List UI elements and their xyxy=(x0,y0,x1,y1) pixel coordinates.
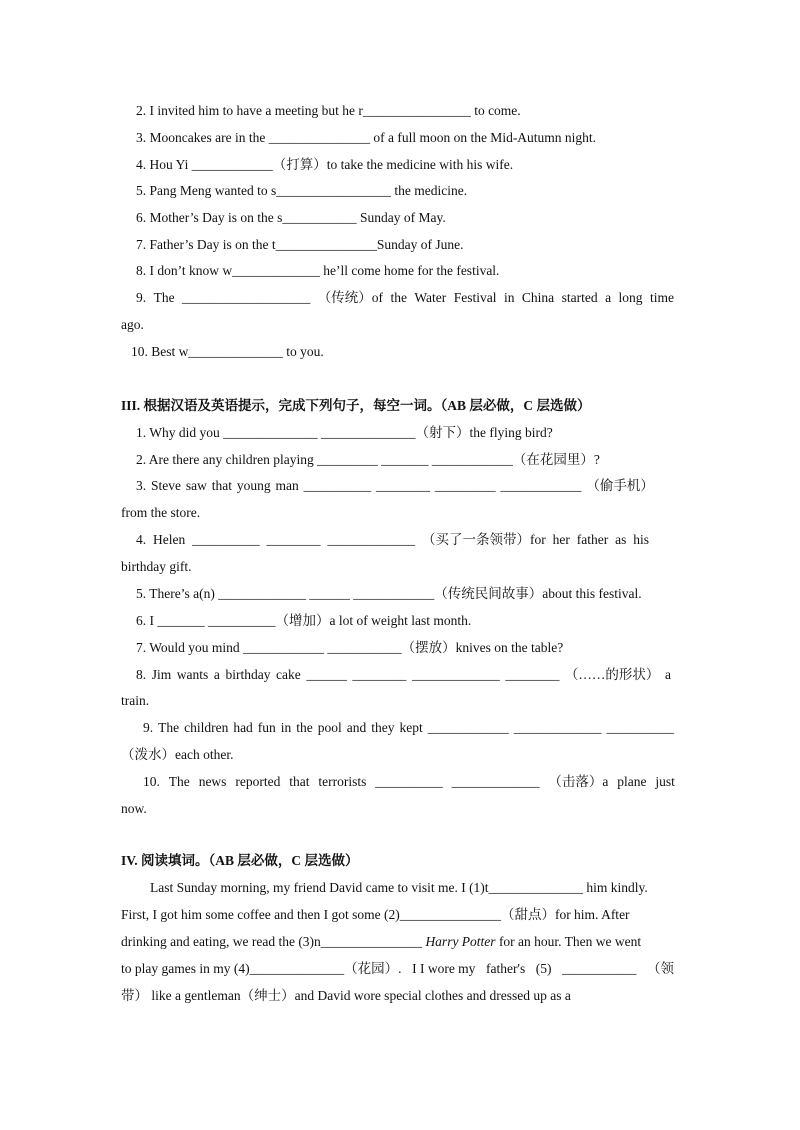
book-title: Harry Potter xyxy=(425,934,496,949)
translation-item-10: 10. The news reported that terrorists __________ _____________ （击落）a plane just xyxy=(143,774,675,789)
section-heading-iii: III. 根据汉语及英语提示，完成下列句子，每空一词。（AB 层必做，C 层选做） xyxy=(121,398,591,413)
exercise-item-3: 3. Mooncakes are in the _______________ of a full moon on the Mid-Autumn night. xyxy=(136,130,597,145)
translation-item-3: 3. Steve saw that young man __________ ________ _________ ____________ （偷手机） xyxy=(136,478,654,493)
translation-item-8: 8. Jim wants a birthday cake ______ ________ _____________ ________ （……的形状） a xyxy=(136,667,671,682)
passage-line-4: to play games in my (4)______________（花园）. I I wore my father's (5) ___________ （领 xyxy=(121,961,674,976)
exercise-item-5: 5. Pang Meng wanted to s_________________ the medicine. xyxy=(136,183,468,198)
passage-line-3 xyxy=(121,933,641,951)
exercise-item-7: 7. Father’s Day is on the t_______________Sunday of June. xyxy=(136,237,464,252)
exercise-item-2: 2. I invited him to have a meeting but he r________________ to come. xyxy=(136,103,521,118)
exercise-item-10: 10. Best w______________ to you. xyxy=(131,344,324,359)
passage-line-3-part-b: for an hour. Then we went xyxy=(495,934,642,949)
translation-item-7: 7. Would you mind ____________ ___________（摆放）knives on the table? xyxy=(136,640,564,655)
translation-item-9-continuation: （泼水）each other. xyxy=(121,747,234,762)
exercise-item-4: 4. Hou Yi ____________（打算）to take the medicine with his wife. xyxy=(136,157,514,172)
translation-item-6: 6. I _______ __________（增加）a lot of weight last month. xyxy=(136,613,472,628)
exercise-item-9-continuation: ago. xyxy=(121,317,144,332)
translation-item-9: 9. The children had fun in the pool and they kept ____________ _____________ __________ xyxy=(143,720,674,735)
translation-item-2: 2. Are there any children playing _________ _______ ____________（在花园里）? xyxy=(136,452,600,467)
exercise-item-9: 9. The ___________________ （传统）of the Water Festival in China started a long time xyxy=(136,290,674,305)
passage-line-3-part-a: drinking and eating, we read the (3)n_______________ xyxy=(121,934,426,949)
translation-item-4-continuation: birthday gift. xyxy=(121,559,192,574)
translation-item-4: 4. Helen __________ ________ _____________ （买了一条领带）for her father as his xyxy=(136,532,649,547)
section-heading-iv: IV. 阅读填词。（AB 层必做，C 层选做） xyxy=(121,853,359,868)
translation-item-10-continuation: now. xyxy=(121,801,147,816)
translation-item-3-continuation: from the store. xyxy=(121,505,201,520)
exercise-item-8: 8. I don’t know w_____________ he’ll come home for the festival. xyxy=(136,263,500,278)
translation-item-5: 5. There’s a(n) _____________ ______ ____________（传统民间故事）about this festival. xyxy=(136,586,642,601)
passage-line-1: Last Sunday morning, my friend David came to visit me. I (1)t______________ him kindly. xyxy=(150,880,648,895)
passage-line-5: 带） like a gentleman（绅士）and David wore special clothes and dressed up as a xyxy=(121,988,571,1003)
passage-line-2: First, I got him some coffee and then I got some (2)_______________（甜点）for him. After xyxy=(121,907,630,922)
translation-item-1: 1. Why did you ______________ ______________（射下）the flying bird? xyxy=(136,425,553,440)
translation-item-8-continuation: train. xyxy=(121,693,150,708)
exercise-item-6: 6. Mother’s Day is on the s___________ Sunday of May. xyxy=(136,210,446,225)
